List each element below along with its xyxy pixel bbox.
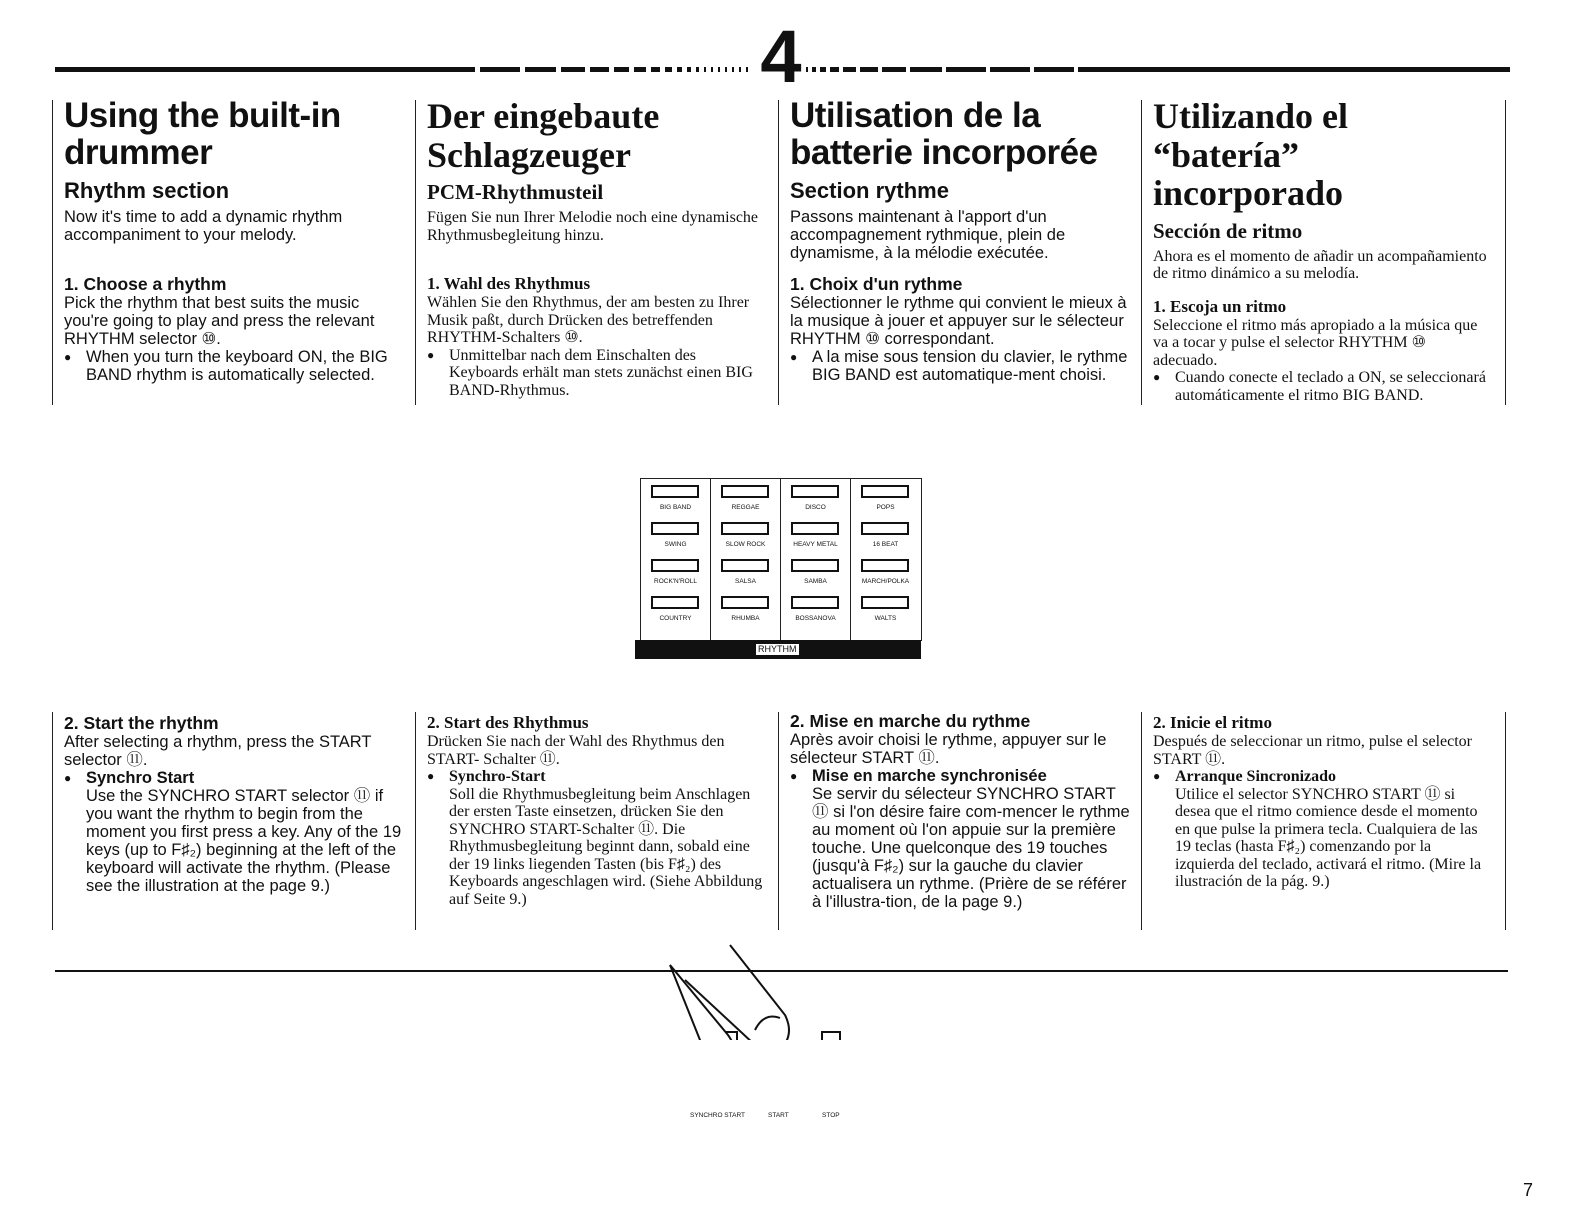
step1-bullet: ● When you turn the keyboard ON, the BIG BAND rhythm is automatically selected.	[64, 348, 404, 384]
rule-segment	[525, 67, 556, 72]
rule-segment	[665, 67, 672, 72]
rhythm-selector-label: SALSA	[735, 578, 756, 585]
rhythm-selector-label: BIG BAND	[659, 504, 692, 511]
rule-segment	[812, 67, 816, 72]
column-divider	[778, 712, 779, 930]
column-divider	[52, 712, 53, 930]
step2-text: Après avoir choisi le rythme, appuyer sur le sélecteur START ⑪.	[790, 731, 1107, 767]
step1-title: 1. Escoja un ritmo	[1153, 296, 1287, 316]
step2-bullets	[64, 769, 404, 787]
rhythm-selector-button[interactable]	[651, 485, 699, 498]
column-divider	[1141, 100, 1142, 405]
step2-bullet-title: ● Arranque Sincronizado	[1153, 768, 1493, 786]
rhythm-panel-label: RHYTHM	[758, 644, 797, 654]
step2-text: Después de seleccionar un ritmo, pulse el selector START ⑪.	[1153, 733, 1472, 768]
step2-bullet-title: ● Synchro Start	[64, 769, 404, 787]
chapter-number: 4	[760, 15, 802, 98]
header-rule-right	[806, 67, 1510, 72]
step1-text: Pick the rhythm that best suits the music you're going to play and press the relevant RHYTHM selector ⑩.	[64, 293, 375, 348]
rhythm-selector-label: POPS	[876, 504, 895, 511]
step2-bullet-text: Se servir du sélecteur SYNCHRO START ⑪ si l'on désire faire com-mencer le rythme au moment où l'on appuie sur la première touche. Une quelconque des 19 touches (jusqu'à F♯₂) sur la gauche du clavier actualisera un rythme. (Prière de se référer à l'illustra-tion, de la page 9.)	[812, 785, 1130, 911]
section-subtitle: Section rythme	[790, 177, 949, 203]
rhythm-selector-button[interactable]	[721, 522, 769, 535]
column-divider	[1505, 100, 1506, 405]
step2-bullets	[427, 768, 767, 786]
step2-text: After selecting a rhythm, press the START selector ⑪.	[64, 733, 372, 769]
rule-segment	[806, 67, 808, 72]
rule-segment	[732, 67, 734, 72]
rhythm-selector-label: BOSSANOVA	[795, 615, 836, 622]
column-divider	[415, 712, 416, 930]
page-number: 7	[1523, 1180, 1534, 1200]
step2-bullet-title: ● Synchro-Start	[427, 768, 767, 786]
step1-bullet: ● Unmittelbar nach dem Einschalten des Keyboards erhält man stets zunächst einen BIG BAND-Rhythmus.	[427, 347, 767, 400]
rhythm-selector-label: ROCK'N'ROLL	[654, 578, 697, 585]
column-divider	[415, 100, 416, 405]
section-subtitle: Rhythm section	[64, 177, 230, 203]
rhythm-selector-label: WALTS	[874, 615, 897, 622]
rhythm-selector-button[interactable]	[861, 485, 909, 498]
footer-rule	[55, 970, 1508, 972]
step2-bullet-text: Use the SYNCHRO START selector ⑪ if you want the rhythm to begin from the moment you first press a key. Any of the 19 keys (up to F♯₂) beginning at the left of the keyboard will activate the rhythm. (Please see the illustration at the page 9.)	[86, 787, 402, 895]
rhythm-selector-button[interactable]	[651, 559, 699, 572]
section-subtitle: Sección de ritmo	[1153, 218, 1303, 243]
step1-text: Sélectionner le rythme qui convient le mieux à la musique à jouer et appuyer sur le sélecteur RHYTHM ⑩ correspondant.	[790, 293, 1127, 348]
rule-segment	[1078, 67, 1510, 72]
rhythm-selector-button[interactable]	[791, 559, 839, 572]
rhythm-column	[711, 479, 781, 640]
rhythm-selector-button[interactable]	[791, 596, 839, 609]
column-divider	[778, 100, 779, 405]
rhythm-selector-button[interactable]	[861, 522, 909, 535]
stop-key	[822, 1032, 840, 1040]
intro-text: Fügen Sie nun Ihrer Melodie noch eine dynamische Rhythmusbegleitung hinzu.	[427, 209, 759, 244]
rhythm-selector-button[interactable]	[791, 522, 839, 535]
rule-segment	[677, 67, 682, 72]
rule-segment	[860, 67, 878, 72]
rhythm-selector-label: REGGAE	[731, 504, 760, 511]
step2-bullet-text: Soll die Rhythmusbegleitung beim Anschlagen der ersten Taste einsetzen, drücken Sie den SYNCHRO START-Schalter ⑪. Die Rhythmusbegleitung beginnt dann, sobald eine der 19 links liegenden Tasten (bis F♯₂) des Keyboards angeschlagen wird. (Siehe Abbildung auf Seite 9.)	[449, 785, 763, 908]
column-divider	[1141, 712, 1142, 930]
rhythm-selector-button[interactable]	[721, 485, 769, 498]
rhythm-panel	[640, 478, 922, 641]
rhythm-selector-button[interactable]	[651, 522, 699, 535]
rhythm-selector-label: HEAVY METAL	[793, 541, 838, 548]
section-title: Utilizando el “batería” incorporado	[1153, 96, 1348, 214]
section-title: Using the built-in drummer	[64, 96, 341, 173]
rhythm-selector-label: COUNTRY	[659, 615, 692, 622]
step2-text: Drücken Sie nach der Wahl des Rhythmus den START- Schalter ⑪.	[427, 733, 725, 768]
step1-bullets	[427, 347, 767, 400]
rhythm-selector-label: SAMBA	[804, 578, 827, 585]
step1-text: Seleccione el ritmo más apropiado a la música que va a tocar y pulse el selector RHYTHM ⑩ adecuado.	[1153, 316, 1478, 369]
rule-segment	[704, 67, 706, 72]
intro-text: Passons maintenant à l'apport d'un accompagnement rythmique, plein de dynamisme, à la mélodie exécutée.	[790, 207, 1066, 262]
column-spanish-bottom	[1153, 713, 1493, 891]
rhythm-column	[641, 479, 711, 640]
section-title: Utilisation de la batterie incorporée	[790, 96, 1098, 173]
step1-bullet: ● A la mise sous tension du clavier, le rythme BIG BAND est automatique-ment choisi.	[790, 348, 1130, 384]
section-subtitle: PCM-Rhythmusteil	[427, 180, 604, 205]
rhythm-selector-label: SLOW ROCK	[725, 541, 766, 548]
column-german-top	[427, 97, 767, 399]
step1-bullets	[790, 348, 1130, 384]
rule-segment	[910, 67, 942, 72]
rhythm-column	[851, 479, 920, 640]
rhythm-selector-button[interactable]	[721, 596, 769, 609]
step1-bullet: ● Cuando conecte el teclado a ON, se seleccionará automáticamente el ritmo BIG BAND.	[1153, 369, 1493, 404]
step2-bullets	[1153, 768, 1493, 786]
column-french-top	[790, 97, 1130, 384]
column-german-bottom	[427, 713, 767, 908]
step2-bullets	[790, 767, 1130, 785]
rhythm-selector-button[interactable]	[861, 596, 909, 609]
header-rule-left	[55, 67, 755, 72]
rule-segment	[634, 67, 646, 72]
step2-title: 2. Mise en marche du rythme	[790, 711, 1031, 731]
column-french-bottom	[790, 711, 1130, 911]
rule-segment	[480, 67, 520, 72]
rhythm-selector-button[interactable]	[721, 559, 769, 572]
rule-segment	[746, 67, 748, 72]
step2-title: 2. Inicie el ritmo	[1153, 713, 1272, 732]
rule-segment	[882, 67, 906, 72]
rule-segment	[590, 67, 609, 72]
step2-title: 2. Start des Rhythmus	[427, 713, 589, 732]
rule-segment	[990, 67, 1030, 72]
column-spanish-top	[1153, 97, 1493, 404]
rhythm-selector-label: DISCO	[805, 504, 826, 511]
section-title: Der eingebaute Schlagzeuger	[427, 96, 660, 175]
step2-bullet-title: ● Mise en marche synchronisée	[790, 767, 1130, 785]
step1-title: 1. Choose a rhythm	[64, 273, 227, 294]
rule-segment	[561, 67, 585, 72]
rhythm-selector-label: SWING	[664, 541, 687, 548]
start-label: START	[768, 1112, 789, 1119]
synchro-start-label: SYNCHRO START	[690, 1112, 746, 1119]
stop-label: STOP	[822, 1112, 840, 1119]
finger-press-illustration	[660, 940, 860, 1040]
rule-segment	[946, 67, 986, 72]
rule-segment	[820, 67, 826, 72]
rhythm-selector-label: 16 BEAT	[872, 541, 899, 548]
column-divider	[52, 100, 53, 405]
step1-title: 1. Choix d'un rythme	[790, 273, 963, 294]
step1-bullets	[64, 348, 404, 384]
rule-segment	[843, 67, 856, 72]
rule-segment	[725, 67, 727, 72]
column-divider	[1505, 712, 1506, 930]
rhythm-selector-label: MARCH/POLKA	[861, 578, 910, 585]
rhythm-selector-button[interactable]	[651, 596, 699, 609]
step1-text: Wählen Sie den Rhythmus, der am besten zu Ihrer Musik paßt, durch Drücken des betreffenden RHYTHM-Schalters ⑩.	[427, 294, 750, 347]
rule-segment	[651, 67, 660, 72]
rule-segment	[1034, 67, 1074, 72]
step1-bullets	[1153, 369, 1493, 404]
step1-title: 1. Wahl des Rhythmus	[427, 274, 591, 294]
rule-segment	[614, 67, 629, 72]
rhythm-selector-label: RHUMBA	[731, 615, 760, 622]
rule-segment	[711, 67, 713, 72]
column-english-bottom	[64, 713, 404, 895]
intro-text: Now it's time to add a dynamic rhythm accompaniment to your melody.	[64, 207, 343, 244]
column-english-top	[64, 97, 404, 384]
rule-segment	[830, 67, 839, 72]
rhythm-selector-button[interactable]	[791, 485, 839, 498]
rhythm-column	[781, 479, 851, 640]
step2-bullet-text: Utilice el selector SYNCHRO START ⑪ si desea que el ritmo comience desde el momento en que pulse la primera tecla. Cualquiera de las 19 teclas (hasta F♯₂) comenzando por la izquierda del teclado, activará el ritmo. (Mire la ilustración de la pág. 9.)	[1175, 785, 1482, 890]
rule-segment	[687, 67, 691, 72]
rule-segment	[55, 67, 475, 72]
step2-title: 2. Start the rhythm	[64, 713, 219, 733]
rhythm-selector-button[interactable]	[861, 559, 909, 572]
rule-segment	[718, 67, 720, 72]
intro-text: Ahora es el momento de añadir un acompañamiento de ritmo dinámico a su melodía.	[1153, 247, 1487, 283]
rule-segment	[696, 67, 699, 72]
rule-segment	[739, 67, 741, 72]
